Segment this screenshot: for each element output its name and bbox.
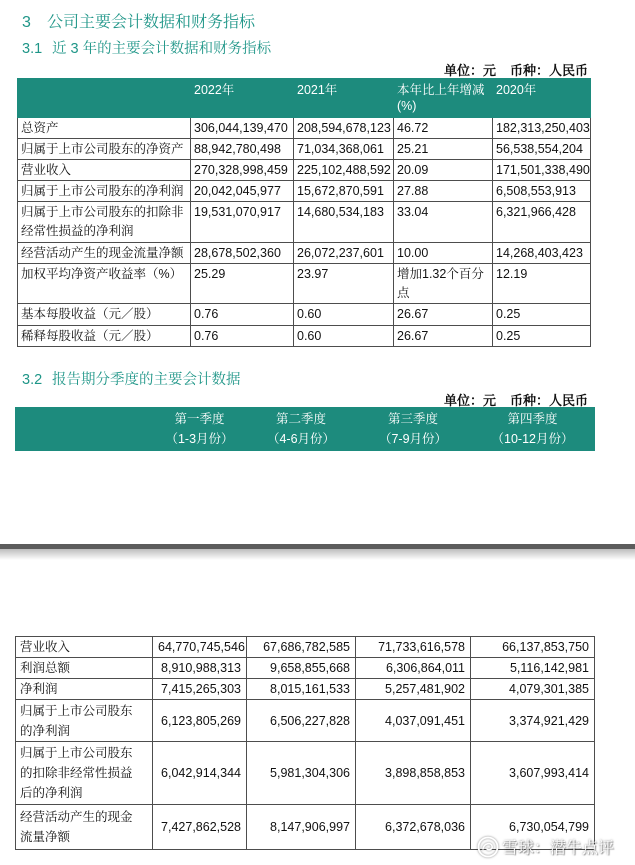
annual-table-value-cell bbox=[394, 139, 493, 160]
quarterly-table-value-text: 7,427,862,528 bbox=[161, 820, 241, 834]
annual-table-row bbox=[18, 160, 591, 181]
annual-table-row-label bbox=[18, 264, 191, 304]
quarterly-table-row-label-text: 经营活动产生的现金 bbox=[20, 810, 133, 824]
annual-table-value-text: 点 bbox=[397, 286, 410, 300]
annual-table-value-cell bbox=[294, 304, 394, 326]
quarterly-table-value-text: 6,506,227,828 bbox=[270, 713, 350, 728]
snowball-logo-icon bbox=[477, 836, 499, 858]
annual-table-value-cell bbox=[493, 264, 591, 304]
quarterly-table-row-label-text: 净利润 bbox=[20, 682, 58, 696]
annual-table-row bbox=[18, 326, 591, 347]
annual-table-value-text: 33.04 bbox=[397, 205, 429, 219]
quarterly-table-row bbox=[16, 637, 595, 658]
annual-table-header-row bbox=[18, 79, 591, 118]
quarterly-table-row-label bbox=[16, 679, 153, 700]
quarterly-table-column-header-text: （1-3月份） bbox=[165, 432, 234, 446]
annual-table-value-cell bbox=[493, 326, 591, 347]
subsection-heading-quarterly bbox=[22, 368, 241, 389]
annual-table-row-label-text: 加权平均净资产收益率（%） bbox=[21, 267, 183, 281]
annual-table-value-text: 0.76 bbox=[194, 307, 219, 321]
quarterly-table-column-header bbox=[471, 408, 595, 451]
annual-table-value-text: 46.72 bbox=[397, 121, 429, 135]
quarterly-table-value-text: 3,374,921,429 bbox=[509, 713, 589, 728]
quarterly-table-value-cell bbox=[471, 700, 595, 742]
quarterly-table-value-text: 64,770,745,546 bbox=[158, 640, 245, 654]
annual-table-row-label bbox=[18, 304, 191, 326]
quarterly-table-column-header bbox=[247, 408, 356, 451]
quarterly-table-value-cell bbox=[471, 742, 595, 805]
quarterly-table-column-header-text: 第三季度 bbox=[387, 412, 438, 426]
quarterly-table-value-text: 8,015,161,533 bbox=[270, 682, 350, 696]
quarterly-table-value-text: 4,079,301,385 bbox=[509, 682, 589, 696]
annual-table-row bbox=[18, 264, 591, 304]
quarterly-table-row-label bbox=[16, 805, 153, 850]
annual-table-row-label-text: 归属于上市公司股东的净利润 bbox=[21, 184, 184, 198]
quarterly-table-value-text: 8,910,988,313 bbox=[161, 661, 241, 675]
quarterly-table-row-label-text: 营业收入 bbox=[20, 640, 71, 654]
annual-table-value-text: 6,508,553,913 bbox=[496, 184, 576, 198]
quarterly-table-value-text: 6,306,864,011 bbox=[385, 661, 465, 675]
quarterly-table-column-header-text: （10-12月份） bbox=[491, 432, 574, 446]
unit-label: 单位：元 bbox=[443, 63, 496, 78]
annual-table-value-text: 171,501,338,490 bbox=[496, 163, 590, 177]
annual-table-row bbox=[18, 243, 591, 264]
annual-table-row bbox=[18, 139, 591, 160]
quarterly-table-value-cell bbox=[247, 637, 356, 658]
annual-table-value-cell bbox=[493, 139, 591, 160]
annual-table-value-text: 26.67 bbox=[397, 329, 429, 343]
quarterly-table-value-cell bbox=[471, 658, 595, 679]
annual-table-value-text: 27.88 bbox=[397, 184, 429, 198]
annual-table-header-blank bbox=[18, 79, 191, 118]
quarterly-table-row bbox=[16, 658, 595, 679]
annual-table-value-text: 10.00 bbox=[397, 246, 429, 260]
quarterly-table-value-text: 3,607,993,414 bbox=[509, 766, 589, 780]
quarterly-table-value-cell bbox=[247, 805, 356, 850]
annual-table-value-text: 56,538,554,204 bbox=[496, 142, 583, 156]
annual-table-value-text: 15,672,870,591 bbox=[297, 184, 384, 198]
annual-table-row-label-text: 归属于上市公司股东的净资产 bbox=[21, 142, 184, 156]
quarterly-table-value-text: 66,137,853,750 bbox=[502, 640, 589, 654]
quarterly-table-value-text: 3,898,858,853 bbox=[385, 766, 465, 780]
quarterly-table-row bbox=[16, 742, 595, 805]
annual-table-value-text: 208,594,678,123 bbox=[297, 121, 391, 135]
quarterly-table-value-text: 5,257,481,902 bbox=[385, 682, 465, 696]
annual-table-value-text: 23.97 bbox=[297, 267, 329, 281]
annual-table-value-cell bbox=[294, 160, 394, 181]
section-heading bbox=[22, 9, 255, 32]
annual-table-column-header-text: 本年比上年增减 bbox=[397, 83, 485, 97]
quarterly-table-value-cell bbox=[356, 658, 471, 679]
quarterly-table-body bbox=[16, 637, 595, 850]
annual-table-value-text: 0.60 bbox=[297, 307, 322, 321]
quarterly-table-value-cell bbox=[153, 637, 247, 658]
annual-table-value-cell bbox=[191, 243, 294, 264]
annual-table-row-label bbox=[18, 202, 191, 243]
annual-table-column-header-text: (%) bbox=[397, 99, 417, 113]
annual-table-row-label bbox=[18, 139, 191, 160]
quarterly-table-value-cell bbox=[356, 805, 471, 850]
annual-table-value-cell bbox=[394, 326, 493, 347]
annual-table-value-cell bbox=[493, 118, 591, 139]
annual-table-row-label-text: 稀释每股收益（元／股） bbox=[21, 329, 159, 343]
annual-table-value-cell bbox=[493, 243, 591, 264]
quarterly-table-value-cell bbox=[153, 679, 247, 700]
quarterly-table-value-cell bbox=[153, 658, 247, 679]
quarterly-table-value-cell bbox=[153, 742, 247, 805]
annual-table-row-label-text: 归属于上市公司股东的扣除非 bbox=[21, 205, 184, 219]
watermark-text: 雪球：潜牛点评 bbox=[502, 840, 615, 857]
annual-table-value-text: 6,321,966,428 bbox=[496, 205, 576, 219]
quarterly-table-row-label-text: 后的净利润 bbox=[20, 786, 83, 800]
annual-table-value-cell bbox=[493, 160, 591, 181]
annual-table-row-label-text: 总资产 bbox=[21, 121, 59, 135]
annual-table-value-text: 26,072,237,601 bbox=[297, 246, 384, 260]
annual-table-header bbox=[18, 79, 591, 118]
annual-table-value-cell bbox=[394, 160, 493, 181]
annual-table-value-text: 0.60 bbox=[297, 329, 322, 343]
annual-table-value-text: 28,678,502,360 bbox=[194, 246, 281, 260]
annual-table-column-header bbox=[191, 79, 294, 118]
annual-table-value-cell bbox=[294, 264, 394, 304]
subsection-number: 3.1 bbox=[22, 41, 43, 57]
annual-table-value-cell bbox=[493, 202, 591, 243]
quarterly-table-column-header-text: 第二季度 bbox=[275, 412, 326, 426]
quarterly-table-row-label-text: 归属于上市公司股东 bbox=[20, 703, 133, 718]
annual-table-value-text: 12.19 bbox=[496, 267, 528, 281]
quarterly-table-row-label bbox=[16, 658, 153, 679]
quarterly-table-value-text: 6,730,054,799 bbox=[509, 820, 589, 834]
annual-table-value-text: 14,268,403,423 bbox=[496, 246, 583, 260]
annual-table-row-label-text: 营业收入 bbox=[21, 163, 72, 177]
annual-table-row bbox=[18, 202, 591, 243]
annual-table-row-label-text: 基本每股收益（元／股） bbox=[21, 307, 159, 321]
annual-table-value-cell bbox=[493, 304, 591, 326]
quarterly-table-value-text: 71,733,616,578 bbox=[378, 640, 465, 654]
quarterly-table-value-text: 4,037,091,451 bbox=[385, 713, 465, 728]
quarterly-table-value-text: 9,658,855,668 bbox=[270, 661, 350, 675]
quarterly-table-value-text: 6,042,914,344 bbox=[161, 766, 241, 780]
annual-table-row-label-text: 经营活动产生的现金流量净额 bbox=[21, 246, 184, 260]
quarterly-table-value-cell bbox=[356, 637, 471, 658]
unit-label: 单位：元 bbox=[443, 393, 496, 408]
quarterly-table-row-label-text: 的扣除非经常性损益 bbox=[20, 766, 133, 780]
annual-table-column-header-text: 2022年 bbox=[194, 83, 235, 97]
annual-table-value-text: 20.09 bbox=[397, 163, 429, 177]
subsection-number: 3.2 bbox=[22, 372, 43, 388]
annual-key-figures-table bbox=[17, 78, 591, 347]
annual-table-column-header-text: 2020年 bbox=[496, 83, 537, 97]
quarterly-table-value-text: 67,686,782,585 bbox=[263, 640, 350, 654]
quarterly-table-row-label bbox=[16, 742, 153, 805]
quarterly-table-column-header bbox=[153, 408, 247, 451]
annual-table-column-header bbox=[493, 79, 591, 118]
quarterly-table-value-cell bbox=[471, 637, 595, 658]
section-number: 3 bbox=[22, 14, 31, 31]
annual-table-value-text: 20,042,045,977 bbox=[194, 184, 281, 198]
annual-table-row-label bbox=[18, 243, 191, 264]
annual-table-value-text: 0.76 bbox=[194, 329, 219, 343]
annual-table-value-cell bbox=[191, 202, 294, 243]
quarterly-table-row-label-text: 利润总额 bbox=[20, 661, 71, 675]
annual-table-value-cell bbox=[191, 118, 294, 139]
annual-table-value-text: 25.21 bbox=[397, 142, 429, 156]
annual-table-value-cell bbox=[394, 118, 493, 139]
annual-table-value-text: 71,034,368,061 bbox=[297, 142, 384, 156]
subsection-heading-annual bbox=[22, 37, 271, 58]
annual-table-value-cell bbox=[294, 118, 394, 139]
annual-table-value-cell bbox=[191, 139, 294, 160]
currency-label: 币种：人民币 bbox=[509, 393, 588, 408]
subsection-title: 报告期分季度的主要会计数据 bbox=[52, 372, 241, 388]
annual-table-value-cell bbox=[394, 243, 493, 264]
quarterly-table-row-label-text: 的净利润 bbox=[20, 723, 71, 738]
quarterly-table-column-header-text: 第一季度 bbox=[174, 412, 225, 426]
annual-table-column-header bbox=[394, 79, 493, 118]
annual-table-row-label bbox=[18, 326, 191, 347]
annual-table-value-cell bbox=[493, 181, 591, 202]
quarterly-table-header-block bbox=[15, 407, 595, 451]
annual-table-value-cell bbox=[394, 202, 493, 243]
annual-table-value-text: 0.25 bbox=[496, 307, 521, 321]
annual-table-value-cell bbox=[394, 264, 493, 304]
quarterly-table-header bbox=[16, 408, 595, 451]
annual-table-value-cell bbox=[294, 326, 394, 347]
quarterly-table-value-cell bbox=[153, 805, 247, 850]
annual-table-value-text: 26.67 bbox=[397, 307, 429, 321]
quarterly-table-row bbox=[16, 679, 595, 700]
annual-table-value-text: 182,313,250,403 bbox=[496, 121, 590, 135]
quarterly-table-value-text: 8,147,906,997 bbox=[270, 820, 350, 834]
annual-table-column-header-text: 2021年 bbox=[297, 83, 338, 97]
quarterly-figures-table bbox=[15, 636, 595, 850]
annual-table-value-text: 25.29 bbox=[194, 267, 226, 281]
annual-table-value-text: 225,102,488,592 bbox=[297, 163, 391, 177]
quarterly-table-value-text: 6,123,805,269 bbox=[161, 713, 241, 728]
quarterly-table-value-text: 7,415,265,303 bbox=[161, 682, 241, 696]
quarterly-table-value-text: 5,116,142,981 bbox=[509, 661, 589, 675]
quarterly-table-value-cell bbox=[247, 700, 356, 742]
quarterly-table-value-cell bbox=[153, 700, 247, 742]
quarterly-table-value-text: 5,981,304,306 bbox=[270, 766, 350, 780]
annual-table-value-cell bbox=[191, 304, 294, 326]
annual-table-row-label bbox=[18, 160, 191, 181]
annual-table-value-cell bbox=[191, 160, 294, 181]
annual-table-value-text: 270,328,998,459 bbox=[194, 163, 288, 177]
annual-table-row-label bbox=[18, 181, 191, 202]
quarterly-table-column-header bbox=[356, 408, 471, 451]
annual-table-value-cell bbox=[394, 304, 493, 326]
annual-table-value-cell bbox=[294, 202, 394, 243]
annual-table-value-text: 增加1.32个百分 bbox=[397, 267, 484, 281]
annual-table-value-cell bbox=[394, 181, 493, 202]
annual-table-value-cell bbox=[294, 181, 394, 202]
quarterly-table-value-cell bbox=[247, 742, 356, 805]
quarterly-table-value-cell bbox=[247, 679, 356, 700]
annual-table-row-label-text: 经常性损益的净利润 bbox=[21, 224, 134, 238]
annual-table-value-cell bbox=[191, 326, 294, 347]
quarterly-table-value-cell bbox=[356, 742, 471, 805]
quarterly-table-value-cell bbox=[356, 679, 471, 700]
annual-table-value-text: 19,531,070,917 bbox=[194, 205, 281, 219]
section-title: 公司主要会计数据和财务指标 bbox=[47, 14, 256, 31]
subsection-title: 近 3 年的主要会计数据和财务指标 bbox=[52, 41, 272, 57]
annual-table-value-text: 88,942,780,498 bbox=[194, 142, 281, 156]
annual-table-value-cell bbox=[191, 264, 294, 304]
annual-table-body bbox=[18, 118, 591, 347]
currency-label: 币种：人民币 bbox=[509, 63, 588, 78]
annual-table-value-cell bbox=[294, 243, 394, 264]
quarterly-table-row-label bbox=[16, 700, 153, 742]
quarterly-table-row bbox=[16, 700, 595, 742]
quarterly-table-value-text: 6,372,678,036 bbox=[385, 820, 465, 834]
annual-table-value-text: 0.25 bbox=[496, 329, 521, 343]
annual-table-row bbox=[18, 118, 591, 139]
unit-note-annual bbox=[444, 60, 588, 79]
quarterly-table-row-label-text: 归属于上市公司股东 bbox=[20, 746, 133, 760]
annual-table-value-cell bbox=[191, 181, 294, 202]
page-break-shadow bbox=[0, 549, 635, 560]
annual-table-value-cell bbox=[294, 139, 394, 160]
quarterly-table-value-cell bbox=[471, 679, 595, 700]
quarterly-table-column-header-text: 第四季度 bbox=[507, 412, 558, 426]
annual-table-value-text: 306,044,139,470 bbox=[194, 121, 288, 135]
quarterly-table-column-header-text: （7-9月份） bbox=[378, 432, 448, 446]
quarterly-table-row-label-text: 流量净额 bbox=[20, 830, 71, 844]
annual-table-column-header bbox=[294, 79, 394, 118]
quarterly-table-row-label bbox=[16, 637, 153, 658]
quarterly-table-value-cell bbox=[247, 658, 356, 679]
annual-table-row-label bbox=[18, 118, 191, 139]
quarterly-table-column-header-text: （4-6月份） bbox=[266, 432, 336, 446]
annual-table-row bbox=[18, 304, 591, 326]
watermark bbox=[477, 835, 614, 858]
quarterly-table-header-row bbox=[16, 408, 595, 451]
annual-table-row bbox=[18, 181, 591, 202]
quarterly-table-value-cell bbox=[356, 700, 471, 742]
quarterly-table-header-blank bbox=[16, 408, 153, 451]
annual-table-value-text: 14,680,534,183 bbox=[297, 205, 384, 219]
